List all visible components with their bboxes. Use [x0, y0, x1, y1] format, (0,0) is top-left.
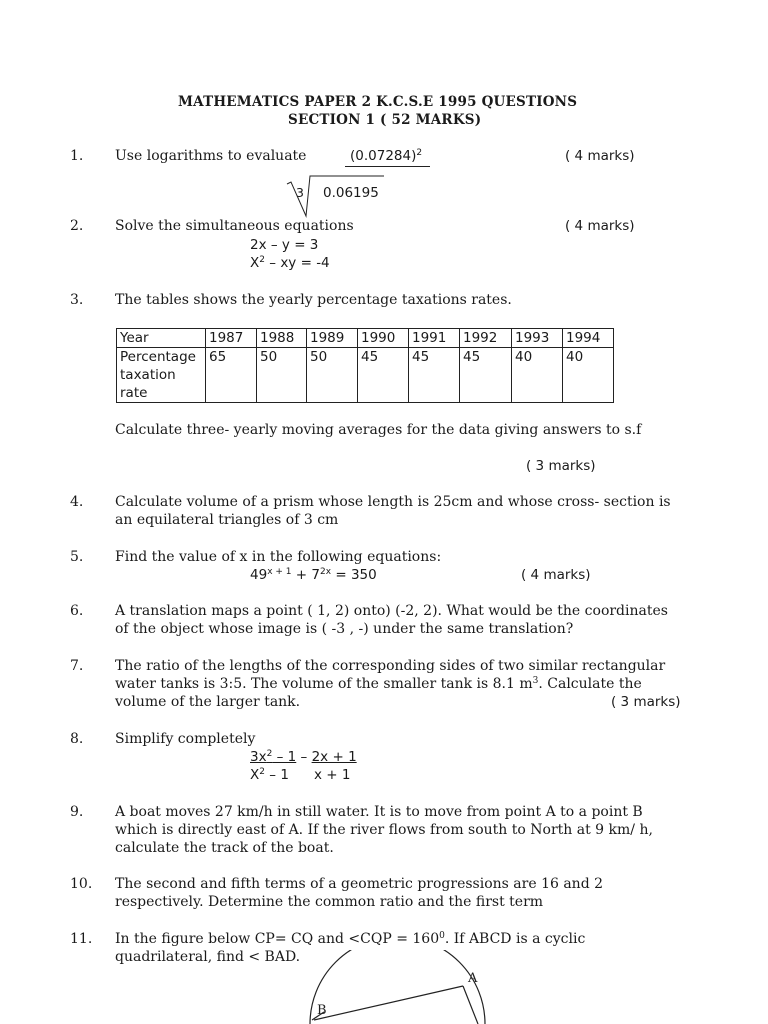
question-text: quadrilateral, find < BAD.: [115, 949, 301, 965]
question-text: of the object whose image is ( -3 , -) under the same translation?: [115, 621, 574, 637]
table-cell: 1991: [409, 329, 460, 348]
question-number: 6.: [70, 603, 84, 619]
question-text: Use logarithms to evaluate: [115, 148, 307, 164]
radicand: 0.06195: [323, 185, 379, 201]
table-cell: 45: [460, 348, 512, 403]
marks-label: ( 4 marks): [521, 567, 591, 583]
table-cell: 1988: [257, 329, 307, 348]
marks-label: ( 3 marks): [526, 458, 596, 474]
point-label-b: B: [317, 1003, 327, 1018]
point-label-a: A: [468, 971, 478, 986]
question-text: In the figure below CP= CQ and $<CQP = 160^0$. If ABCD is a cyclic: [115, 931, 586, 947]
fraction-numerators: $3x^2 - 1 - 2x + 1$: [250, 749, 357, 765]
table-cell: 1987: [206, 329, 257, 348]
question-text: The second and fifth terms of a geometric progressions are 16 and 2: [115, 876, 604, 892]
question-text: Calculate volume of a prism whose length is 25cm and whose cross- section is: [115, 494, 671, 510]
question-text: water tanks is 3:5. The volume of the smaller tank is 8.1 $m^3$. Calculate the: [115, 676, 642, 692]
question-text: an equilateral triangles of 3 cm: [115, 512, 339, 528]
question-text: Solve the simultaneous equations: [115, 218, 354, 234]
table-cell: 1993: [512, 329, 563, 348]
question-number: 3.: [70, 292, 84, 308]
question-text: A translation maps a point ( 1, 2) onto) (-2, 2). What would be the coordinates: [115, 603, 668, 619]
question-text: A boat moves 27 km/h in still water. It is to move from point A to a point B: [115, 804, 643, 820]
question-number: 4.: [70, 494, 84, 510]
table-cell: 50: [307, 348, 358, 403]
cyclic-quadrilateral-figure: [290, 950, 510, 1024]
table-cell: Percentage taxation rate: [117, 348, 206, 403]
table-cell: 45: [358, 348, 409, 403]
question-text: Simplify completely: [115, 731, 256, 747]
taxation-table: [116, 328, 614, 403]
table-row: [117, 348, 614, 403]
question-number: 7.: [70, 658, 84, 674]
equation: 2x – y = 3: [250, 237, 319, 253]
question-text: Calculate three- yearly moving averages for the data giving answers to s.f: [115, 422, 642, 438]
question-text: which is directly east of A. If the river flows from south to North at 9 km/ h,: [115, 822, 653, 838]
table-cell: 40: [563, 348, 614, 403]
question-number: 2.: [70, 218, 84, 234]
fraction-denominator: x + 1: [314, 767, 351, 783]
marks-label: ( 3 marks): [611, 694, 681, 710]
question-number: 11.: [70, 931, 93, 947]
marks-label: ( 4 marks): [565, 218, 635, 234]
equation: $49^{x + 1} + 7^{2x} = 350$: [250, 567, 377, 583]
question-text: The ratio of the lengths of the corresponding sides of two similar rectangular: [115, 658, 666, 674]
table-cell: 65: [206, 348, 257, 403]
table-cell: 1992: [460, 329, 512, 348]
question-text: The tables shows the yearly percentage taxations rates.: [115, 292, 512, 308]
equation: $X^2$ – xy = -4: [250, 255, 330, 271]
table-cell: 1989: [307, 329, 358, 348]
table-cell: 45: [409, 348, 460, 403]
table-cell: 1994: [563, 329, 614, 348]
question-number: 10.: [70, 876, 93, 892]
question-number: 5.: [70, 549, 84, 565]
table-cell: Year: [117, 329, 206, 348]
question-text: Find the value of x in the following equations:: [115, 549, 442, 565]
root-index: 3: [296, 185, 304, 200]
table-cell: 50: [257, 348, 307, 403]
table-cell: 40: [512, 348, 563, 403]
marks-label: ( 4 marks): [565, 148, 635, 164]
question-number: 8.: [70, 731, 84, 747]
table-row: [117, 329, 614, 348]
page-title: MATHEMATICS PAPER 2 K.C.S.E 1995 QUESTIONS: [178, 94, 578, 110]
fraction-line: [345, 166, 430, 167]
question-text: calculate the track of the boat.: [115, 840, 334, 856]
fraction-denominator: $X^2 - 1$: [250, 767, 289, 783]
question-text: respectively. Determine the common ratio and the first term: [115, 894, 544, 910]
q1-numerator: $(0.07284)^2$: [350, 148, 423, 164]
section-heading: SECTION 1 ( 52 MARKS): [288, 112, 482, 128]
question-number: 1.: [70, 148, 84, 164]
table-cell: 1990: [358, 329, 409, 348]
question-number: 9.: [70, 804, 84, 820]
question-text: volume of the larger tank.: [115, 694, 301, 710]
